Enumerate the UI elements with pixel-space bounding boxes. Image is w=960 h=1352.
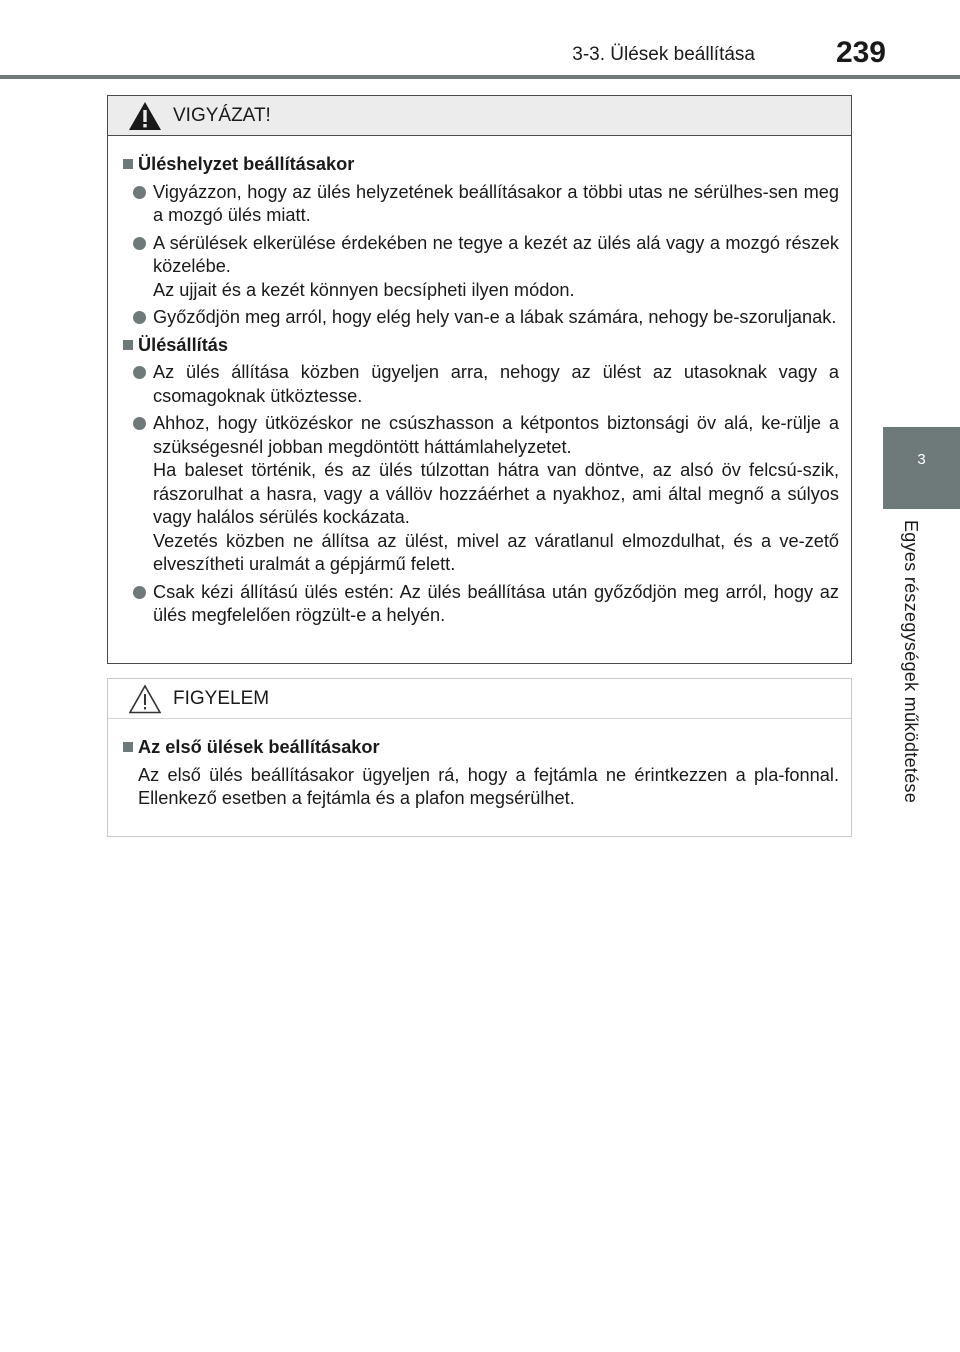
item-text: Vigyázzon, hogy az ülés helyzetének beállításakor a többi utas ne sérülhes-sen meg a mozgó ülés miatt. [153, 181, 839, 225]
item-text: Az ülés állítása közben ügyeljen arra, nehogy az ülést az utasoknak vagy a csomagoknak ütköztesse. [153, 362, 839, 406]
item-text: Ha baleset történik, és az ülés túlzottan hátra van döntve, az alsó öv felcsú-szik, rászorulhat a hasra, vagy a vállöv hozzáérhet a nyakhoz, ami által megnő a súlyos vagy halálos sérülés kockázata. [153, 460, 839, 527]
caution-triangle-icon [128, 684, 162, 714]
item-text: Vezetés közben ne állítsa az ülést, mivel az váratlanul elmozdulhat, és a ve-zető elveszítheti uralmát a gépjármű felett. [153, 530, 839, 574]
notice-content [108, 719, 851, 811]
list-item [123, 581, 839, 628]
list-item [123, 232, 839, 303]
notice-box [107, 678, 852, 837]
section-heading: Üléshelyzet beállításakor [123, 153, 839, 177]
page-number: 239 [835, 36, 886, 69]
notice-text-block [123, 764, 839, 811]
warning-content [108, 136, 851, 628]
warning-header [108, 96, 851, 136]
section-heading: Ülésállítás [123, 334, 839, 358]
notice-text: Az első ülés beállításakor ügyeljen rá, hogy a fejtámla ne érintkezzen a pla-fonnal. Ellenkező esetben a fejtámla és a plafon megsérülhet. [138, 764, 839, 808]
item-text: Győződjön meg arról, hogy elég hely van-e a lábak számára, nehogy be-szoruljanak. [153, 307, 837, 327]
item-text: Csak kézi állítású ülés estén: Az ülés beállítása után győződjön meg arról, hogy az ülés megfelelően rögzült-e a helyén. [153, 581, 839, 625]
item-text: Ahhoz, hogy ütközéskor ne csúszhasson a kétpontos biztonsági öv alá, ke-rülje a szükségesnél jobban megdöntött háttámlahelyzetet. [153, 413, 839, 457]
warning-box [107, 95, 852, 664]
notice-title: FIGYELEM [173, 688, 270, 709]
section-title: 3-3. Ülések beállítása [572, 44, 755, 65]
list-item [123, 306, 839, 330]
list-item [123, 361, 839, 408]
chapter-label: Egyes részegységek működtetése [901, 520, 921, 804]
item-text: Az ujjait és a kezét könnyen becsípheti ilyen módon. [153, 279, 575, 300]
warning-triangle-icon [128, 101, 162, 131]
header-rule [0, 75, 960, 79]
list-item [123, 412, 839, 577]
warning-title: VIGYÁZAT! [173, 105, 271, 126]
notice-header [108, 679, 851, 719]
chapter-number: 3 [917, 451, 926, 468]
chapter-tab [883, 427, 960, 509]
list-item [123, 181, 839, 228]
section-heading: Az első ülések beállításakor [123, 736, 839, 760]
item-text: A sérülések elkerülése érdekében ne tegye a kezét az ülés alá vagy a mozgó részek közelébe. [153, 232, 839, 276]
